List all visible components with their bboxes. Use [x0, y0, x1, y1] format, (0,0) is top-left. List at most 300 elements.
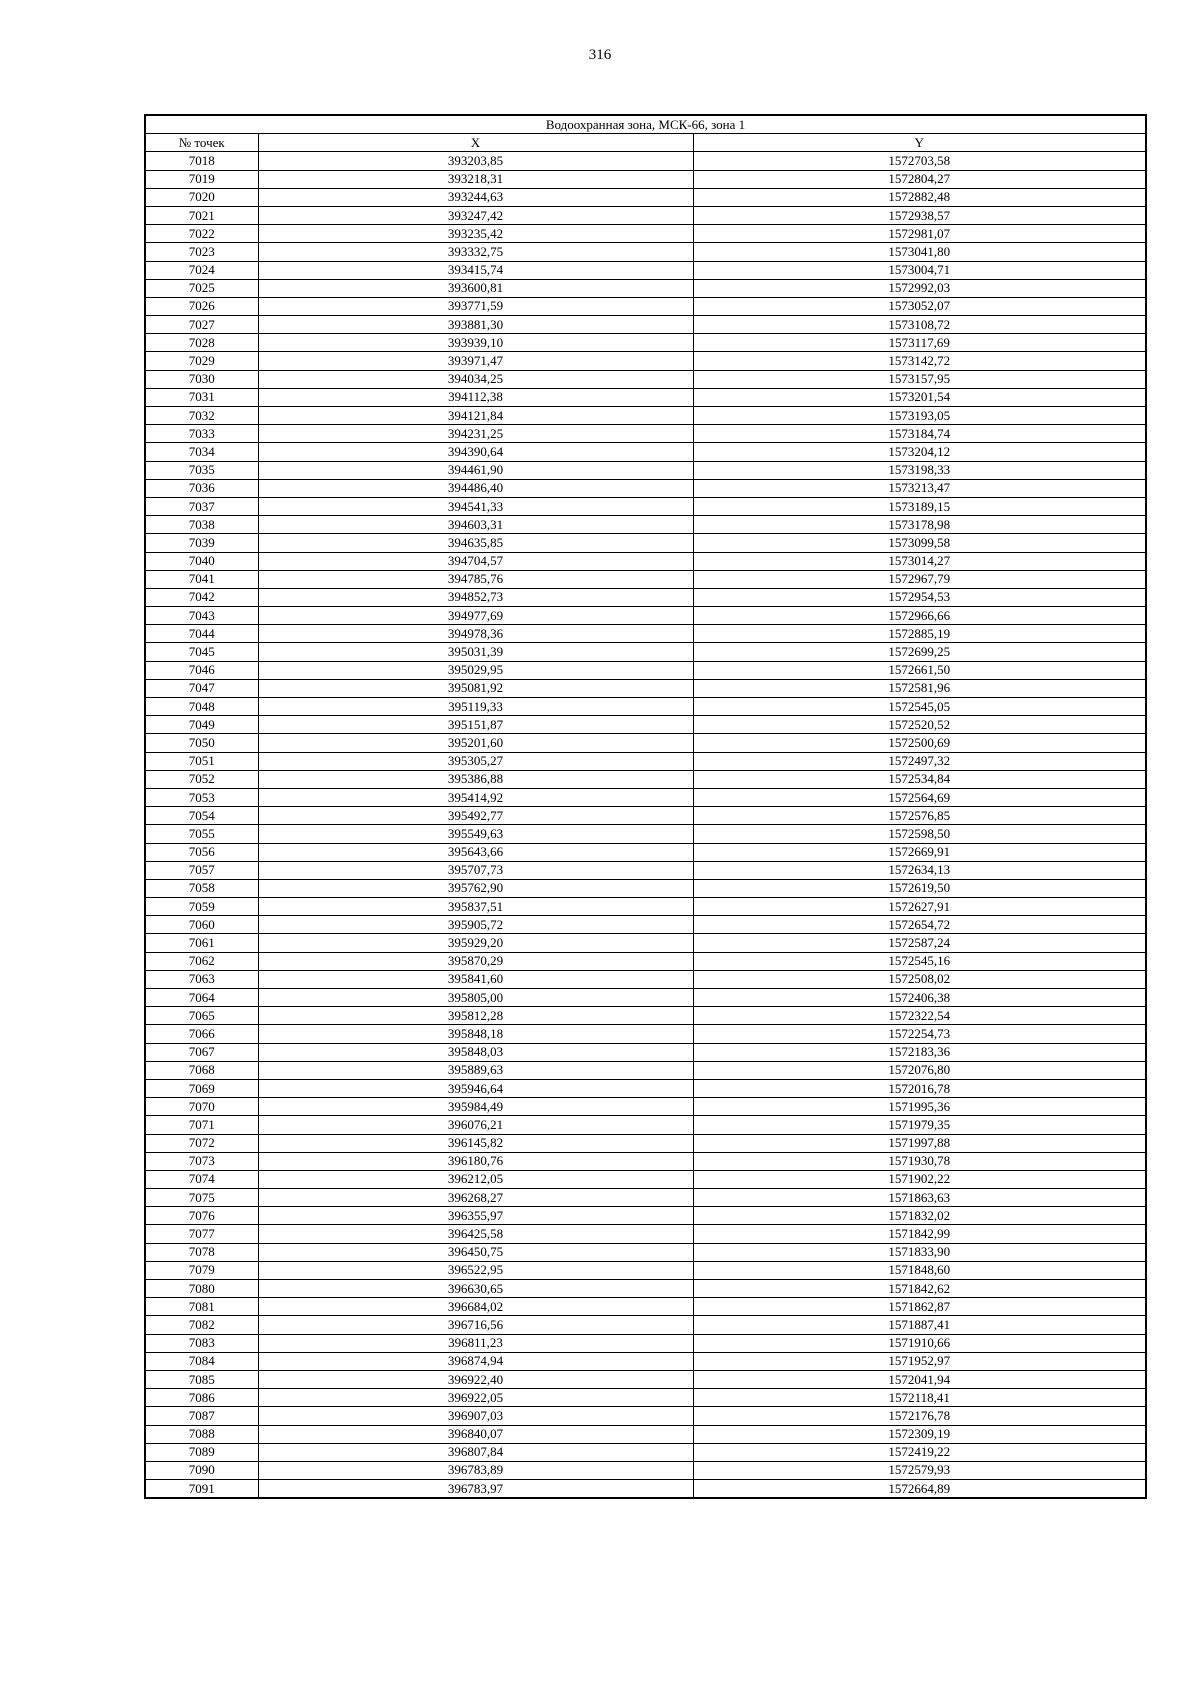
cell-point-number: 7064 — [145, 989, 258, 1007]
cell-point-number: 7038 — [145, 516, 258, 534]
table-row — [145, 1225, 1146, 1243]
cell-point-number: 7086 — [145, 1389, 258, 1407]
table-row — [145, 1207, 1146, 1225]
cell-point-number: 7024 — [145, 261, 258, 279]
table-row — [145, 1461, 1146, 1479]
table-row — [145, 261, 1146, 279]
cell-x: 393247,42 — [258, 206, 693, 224]
table-row — [145, 1098, 1146, 1116]
table-row — [145, 879, 1146, 897]
cell-y: 1572016,78 — [693, 1079, 1146, 1097]
cell-x: 394603,31 — [258, 516, 693, 534]
cell-point-number: 7046 — [145, 661, 258, 679]
table-row — [145, 570, 1146, 588]
cell-x: 395386,88 — [258, 770, 693, 788]
cell-x: 396522,95 — [258, 1261, 693, 1279]
cell-y: 1573014,27 — [693, 552, 1146, 570]
cell-point-number: 7035 — [145, 461, 258, 479]
table-title: Водоохранная зона, МСК-66, зона 1 — [145, 115, 1146, 134]
table-row — [145, 516, 1146, 534]
cell-point-number: 7054 — [145, 807, 258, 825]
cell-point-number: 7053 — [145, 788, 258, 806]
cell-x: 395805,00 — [258, 989, 693, 1007]
cell-x: 395081,92 — [258, 679, 693, 697]
cell-point-number: 7034 — [145, 443, 258, 461]
cell-point-number: 7079 — [145, 1261, 258, 1279]
cell-x: 394785,76 — [258, 570, 693, 588]
table-row — [145, 734, 1146, 752]
cell-y: 1572322,54 — [693, 1007, 1146, 1025]
table-row — [145, 698, 1146, 716]
table-row — [145, 188, 1146, 206]
cell-x: 395029,95 — [258, 661, 693, 679]
cell-point-number: 7042 — [145, 588, 258, 606]
cell-point-number: 7063 — [145, 970, 258, 988]
cell-point-number: 7060 — [145, 916, 258, 934]
cell-x: 395119,33 — [258, 698, 693, 716]
header-point-number: № точек — [145, 134, 258, 152]
cell-y: 1571930,78 — [693, 1152, 1146, 1170]
cell-y: 1572545,16 — [693, 952, 1146, 970]
cell-y: 1572882,48 — [693, 188, 1146, 206]
cell-point-number: 7037 — [145, 497, 258, 515]
cell-point-number: 7087 — [145, 1407, 258, 1425]
cell-point-number: 7076 — [145, 1207, 258, 1225]
table-body — [145, 152, 1146, 1498]
cell-y: 1572967,79 — [693, 570, 1146, 588]
table-row — [145, 1334, 1146, 1352]
table-row — [145, 1425, 1146, 1443]
cell-point-number: 7048 — [145, 698, 258, 716]
cell-point-number: 7026 — [145, 297, 258, 315]
cell-point-number: 7058 — [145, 879, 258, 897]
cell-y: 1572661,50 — [693, 661, 1146, 679]
cell-y: 1572579,93 — [693, 1461, 1146, 1479]
table-title-row — [145, 115, 1146, 134]
cell-x: 396840,07 — [258, 1425, 693, 1443]
cell-point-number: 7072 — [145, 1134, 258, 1152]
cell-y: 1572564,69 — [693, 788, 1146, 806]
cell-y: 1573198,33 — [693, 461, 1146, 479]
table-row — [145, 407, 1146, 425]
cell-point-number: 7084 — [145, 1352, 258, 1370]
cell-y: 1572545,05 — [693, 698, 1146, 716]
cell-y: 1572534,84 — [693, 770, 1146, 788]
table-row — [145, 1407, 1146, 1425]
cell-x: 396684,02 — [258, 1298, 693, 1316]
table-row — [145, 1243, 1146, 1261]
cell-point-number: 7041 — [145, 570, 258, 588]
cell-point-number: 7047 — [145, 679, 258, 697]
table-row — [145, 1298, 1146, 1316]
table-row — [145, 1280, 1146, 1298]
table-row — [145, 934, 1146, 952]
cell-x: 395305,27 — [258, 752, 693, 770]
cell-x: 396783,89 — [258, 1461, 693, 1479]
cell-y: 1572669,91 — [693, 843, 1146, 861]
table-row — [145, 952, 1146, 970]
table-row — [145, 534, 1146, 552]
table-row — [145, 1079, 1146, 1097]
cell-x: 395549,63 — [258, 825, 693, 843]
table-row — [145, 807, 1146, 825]
table-row — [145, 370, 1146, 388]
cell-y: 1573108,72 — [693, 316, 1146, 334]
table-row — [145, 1043, 1146, 1061]
cell-y: 1573201,54 — [693, 388, 1146, 406]
cell-y: 1572699,25 — [693, 643, 1146, 661]
table-row — [145, 607, 1146, 625]
cell-x: 394977,69 — [258, 607, 693, 625]
table-row — [145, 388, 1146, 406]
cell-y: 1572619,50 — [693, 879, 1146, 897]
cell-point-number: 7061 — [145, 934, 258, 952]
cell-x: 396212,05 — [258, 1170, 693, 1188]
cell-x: 395414,92 — [258, 788, 693, 806]
table-row — [145, 152, 1146, 170]
cell-point-number: 7081 — [145, 1298, 258, 1316]
cell-x: 393415,74 — [258, 261, 693, 279]
cell-x: 396145,82 — [258, 1134, 693, 1152]
cell-x: 395762,90 — [258, 879, 693, 897]
table-row — [145, 334, 1146, 352]
cell-point-number: 7040 — [145, 552, 258, 570]
cell-point-number: 7044 — [145, 625, 258, 643]
header-x: X — [258, 134, 693, 152]
cell-y: 1572254,73 — [693, 1025, 1146, 1043]
cell-x: 395905,72 — [258, 916, 693, 934]
table-row — [145, 170, 1146, 188]
cell-y: 1572183,36 — [693, 1043, 1146, 1061]
cell-x: 393244,63 — [258, 188, 693, 206]
cell-x: 396922,40 — [258, 1370, 693, 1388]
cell-x: 394112,38 — [258, 388, 693, 406]
cell-x: 395848,03 — [258, 1043, 693, 1061]
table-row — [145, 1352, 1146, 1370]
cell-y: 1572804,27 — [693, 170, 1146, 188]
cell-x: 395031,39 — [258, 643, 693, 661]
table-row — [145, 716, 1146, 734]
cell-x: 395643,66 — [258, 843, 693, 861]
cell-point-number: 7089 — [145, 1443, 258, 1461]
table-row — [145, 1061, 1146, 1079]
cell-y: 1572598,50 — [693, 825, 1146, 843]
cell-y: 1571863,63 — [693, 1189, 1146, 1207]
table-row — [145, 1116, 1146, 1134]
cell-x: 396922,05 — [258, 1389, 693, 1407]
table-row — [145, 1170, 1146, 1188]
cell-point-number: 7031 — [145, 388, 258, 406]
cell-x: 394852,73 — [258, 588, 693, 606]
cell-x: 393881,30 — [258, 316, 693, 334]
cell-y: 1572981,07 — [693, 225, 1146, 243]
table-row — [145, 643, 1146, 661]
table-row — [145, 843, 1146, 861]
table-row — [145, 861, 1146, 879]
cell-x: 395492,77 — [258, 807, 693, 825]
cell-x: 394390,64 — [258, 443, 693, 461]
table-row — [145, 898, 1146, 916]
cell-point-number: 7045 — [145, 643, 258, 661]
table-row — [145, 770, 1146, 788]
header-y: Y — [693, 134, 1146, 152]
cell-y: 1572954,53 — [693, 588, 1146, 606]
cell-y: 1572118,41 — [693, 1389, 1146, 1407]
cell-point-number: 7020 — [145, 188, 258, 206]
cell-y: 1571995,36 — [693, 1098, 1146, 1116]
cell-point-number: 7074 — [145, 1170, 258, 1188]
table-row — [145, 552, 1146, 570]
cell-y: 1573178,98 — [693, 516, 1146, 534]
cell-y: 1571833,90 — [693, 1243, 1146, 1261]
cell-point-number: 7043 — [145, 607, 258, 625]
cell-point-number: 7067 — [145, 1043, 258, 1061]
cell-x: 396630,65 — [258, 1280, 693, 1298]
cell-y: 1572497,32 — [693, 752, 1146, 770]
table-row — [145, 316, 1146, 334]
cell-point-number: 7088 — [145, 1425, 258, 1443]
cell-point-number: 7065 — [145, 1007, 258, 1025]
page-number: 316 — [588, 47, 612, 63]
cell-y: 1571887,41 — [693, 1316, 1146, 1334]
table-row — [145, 970, 1146, 988]
cell-y: 1571997,88 — [693, 1134, 1146, 1152]
cell-x: 393939,10 — [258, 334, 693, 352]
table-row — [145, 352, 1146, 370]
cell-point-number: 7019 — [145, 170, 258, 188]
cell-point-number: 7029 — [145, 352, 258, 370]
cell-x: 393203,85 — [258, 152, 693, 170]
table-row — [145, 443, 1146, 461]
cell-y: 1573189,15 — [693, 497, 1146, 515]
cell-point-number: 7075 — [145, 1189, 258, 1207]
cell-point-number: 7083 — [145, 1334, 258, 1352]
table-row — [145, 279, 1146, 297]
cell-point-number: 7056 — [145, 843, 258, 861]
cell-y: 1571832,02 — [693, 1207, 1146, 1225]
cell-y: 1572520,52 — [693, 716, 1146, 734]
table-row — [145, 788, 1146, 806]
cell-y: 1572634,13 — [693, 861, 1146, 879]
table-row — [145, 989, 1146, 1007]
cell-point-number: 7052 — [145, 770, 258, 788]
table-row — [145, 206, 1146, 224]
cell-y: 1573184,74 — [693, 425, 1146, 443]
cell-y: 1572885,19 — [693, 625, 1146, 643]
cell-x: 396874,94 — [258, 1352, 693, 1370]
cell-y: 1572500,69 — [693, 734, 1146, 752]
cell-x: 394486,40 — [258, 479, 693, 497]
cell-x: 395870,29 — [258, 952, 693, 970]
cell-x: 395837,51 — [258, 898, 693, 916]
cell-x: 396076,21 — [258, 1116, 693, 1134]
cell-y: 1573117,69 — [693, 334, 1146, 352]
table-row — [145, 1025, 1146, 1043]
cell-y: 1573004,71 — [693, 261, 1146, 279]
cell-y: 1572176,78 — [693, 1407, 1146, 1425]
table-row — [145, 1316, 1146, 1334]
cell-x: 395841,60 — [258, 970, 693, 988]
cell-point-number: 7022 — [145, 225, 258, 243]
cell-y: 1572627,91 — [693, 898, 1146, 916]
table-row — [145, 243, 1146, 261]
cell-x: 393771,59 — [258, 297, 693, 315]
cell-point-number: 7028 — [145, 334, 258, 352]
cell-x: 394461,90 — [258, 461, 693, 479]
coordinates-table — [144, 114, 1147, 1499]
cell-x: 396907,03 — [258, 1407, 693, 1425]
table-row — [145, 1189, 1146, 1207]
cell-point-number: 7070 — [145, 1098, 258, 1116]
table-row — [145, 1152, 1146, 1170]
cell-x: 394034,25 — [258, 370, 693, 388]
cell-x: 393600,81 — [258, 279, 693, 297]
cell-point-number: 7023 — [145, 243, 258, 261]
cell-x: 394121,84 — [258, 407, 693, 425]
cell-y: 1571979,35 — [693, 1116, 1146, 1134]
cell-point-number: 7021 — [145, 206, 258, 224]
cell-x: 395707,73 — [258, 861, 693, 879]
cell-point-number: 7030 — [145, 370, 258, 388]
cell-point-number: 7033 — [145, 425, 258, 443]
cell-point-number: 7018 — [145, 152, 258, 170]
cell-y: 1572587,24 — [693, 934, 1146, 952]
cell-y: 1572508,02 — [693, 970, 1146, 988]
cell-x: 396180,76 — [258, 1152, 693, 1170]
cell-point-number: 7051 — [145, 752, 258, 770]
cell-point-number: 7025 — [145, 279, 258, 297]
cell-point-number: 7032 — [145, 407, 258, 425]
cell-x: 395946,64 — [258, 1079, 693, 1097]
table-row — [145, 661, 1146, 679]
cell-x: 396783,97 — [258, 1480, 693, 1499]
table-row — [145, 497, 1146, 515]
cell-y: 1573204,12 — [693, 443, 1146, 461]
table-row — [145, 752, 1146, 770]
cell-x: 395984,49 — [258, 1098, 693, 1116]
cell-y: 1573157,95 — [693, 370, 1146, 388]
cell-point-number: 7027 — [145, 316, 258, 334]
cell-y: 1572581,96 — [693, 679, 1146, 697]
cell-y: 1573142,72 — [693, 352, 1146, 370]
cell-x: 395151,87 — [258, 716, 693, 734]
table-row — [145, 1370, 1146, 1388]
table-row — [145, 916, 1146, 934]
table-row — [145, 825, 1146, 843]
table-row — [145, 461, 1146, 479]
cell-y: 1572966,66 — [693, 607, 1146, 625]
cell-x: 396355,97 — [258, 1207, 693, 1225]
cell-y: 1572041,94 — [693, 1370, 1146, 1388]
cell-x: 394704,57 — [258, 552, 693, 570]
cell-point-number: 7036 — [145, 479, 258, 497]
cell-x: 396425,58 — [258, 1225, 693, 1243]
cell-x: 394231,25 — [258, 425, 693, 443]
cell-point-number: 7050 — [145, 734, 258, 752]
cell-x: 396807,84 — [258, 1443, 693, 1461]
cell-point-number: 7039 — [145, 534, 258, 552]
table-row — [145, 1443, 1146, 1461]
cell-point-number: 7078 — [145, 1243, 258, 1261]
cell-point-number: 7082 — [145, 1316, 258, 1334]
table-row — [145, 1389, 1146, 1407]
cell-y: 1572419,22 — [693, 1443, 1146, 1461]
cell-x: 393332,75 — [258, 243, 693, 261]
cell-x: 396268,27 — [258, 1189, 693, 1207]
cell-y: 1571842,99 — [693, 1225, 1146, 1243]
cell-y: 1571952,97 — [693, 1352, 1146, 1370]
cell-x: 393971,47 — [258, 352, 693, 370]
cell-y: 1571862,87 — [693, 1298, 1146, 1316]
table-row — [145, 225, 1146, 243]
cell-x: 393218,31 — [258, 170, 693, 188]
table-header-row — [145, 134, 1146, 152]
cell-point-number: 7069 — [145, 1079, 258, 1097]
table-row — [145, 425, 1146, 443]
cell-point-number: 7068 — [145, 1061, 258, 1079]
cell-x: 393235,42 — [258, 225, 693, 243]
cell-point-number: 7062 — [145, 952, 258, 970]
cell-x: 395889,63 — [258, 1061, 693, 1079]
cell-y: 1572992,03 — [693, 279, 1146, 297]
cell-y: 1572938,57 — [693, 206, 1146, 224]
cell-y: 1571842,62 — [693, 1280, 1146, 1298]
cell-y: 1572406,38 — [693, 989, 1146, 1007]
cell-y: 1573041,80 — [693, 243, 1146, 261]
cell-point-number: 7055 — [145, 825, 258, 843]
cell-x: 395929,20 — [258, 934, 693, 952]
cell-y: 1572664,89 — [693, 1480, 1146, 1499]
cell-y: 1571910,66 — [693, 1334, 1146, 1352]
table-row — [145, 479, 1146, 497]
cell-point-number: 7071 — [145, 1116, 258, 1134]
cell-x: 394978,36 — [258, 625, 693, 643]
cell-point-number: 7085 — [145, 1370, 258, 1388]
cell-y: 1573052,07 — [693, 297, 1146, 315]
cell-y: 1572309,19 — [693, 1425, 1146, 1443]
table-row — [145, 679, 1146, 697]
cell-point-number: 7066 — [145, 1025, 258, 1043]
cell-y: 1573193,05 — [693, 407, 1146, 425]
cell-x: 396450,75 — [258, 1243, 693, 1261]
cell-point-number: 7059 — [145, 898, 258, 916]
table-row — [145, 588, 1146, 606]
table-row — [145, 1480, 1146, 1499]
cell-y: 1572576,85 — [693, 807, 1146, 825]
table-row — [145, 1134, 1146, 1152]
cell-y: 1572703,58 — [693, 152, 1146, 170]
cell-point-number: 7049 — [145, 716, 258, 734]
cell-point-number: 7077 — [145, 1225, 258, 1243]
cell-y: 1573099,58 — [693, 534, 1146, 552]
cell-x: 396811,23 — [258, 1334, 693, 1352]
cell-point-number: 7090 — [145, 1461, 258, 1479]
cell-x: 395848,18 — [258, 1025, 693, 1043]
cell-point-number: 7073 — [145, 1152, 258, 1170]
cell-point-number: 7080 — [145, 1280, 258, 1298]
cell-x: 395201,60 — [258, 734, 693, 752]
cell-x: 395812,28 — [258, 1007, 693, 1025]
cell-x: 396716,56 — [258, 1316, 693, 1334]
table-row — [145, 297, 1146, 315]
cell-x: 394635,85 — [258, 534, 693, 552]
cell-y: 1573213,47 — [693, 479, 1146, 497]
cell-y: 1572076,80 — [693, 1061, 1146, 1079]
cell-y: 1571902,22 — [693, 1170, 1146, 1188]
cell-point-number: 7091 — [145, 1480, 258, 1499]
table-row — [145, 1261, 1146, 1279]
cell-y: 1571848,60 — [693, 1261, 1146, 1279]
